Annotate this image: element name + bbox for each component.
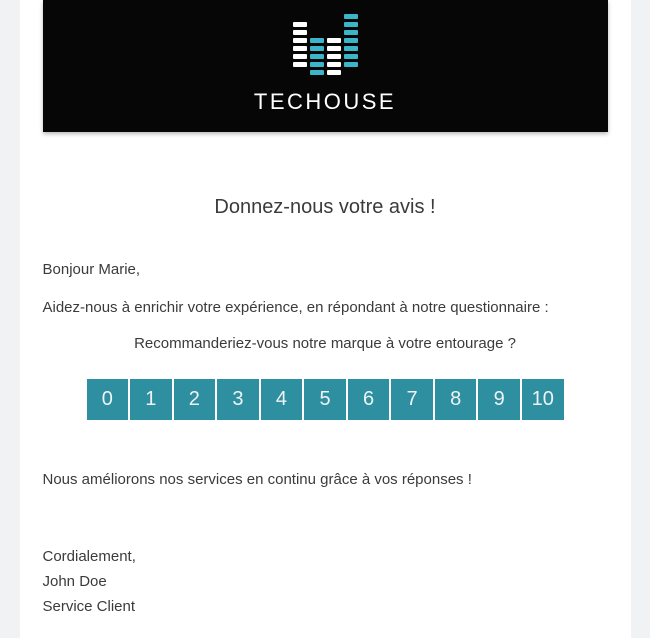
- rating-button-8[interactable]: 8: [435, 379, 477, 420]
- survey-question: Recommanderiez-vous notre marque à votre entourage ?: [134, 335, 516, 352]
- nps-rating-scale: [87, 379, 564, 420]
- rating-button-1[interactable]: 1: [130, 379, 172, 420]
- rating-button-0[interactable]: 0: [87, 379, 129, 420]
- rating-button-2[interactable]: 2: [174, 379, 216, 420]
- rating-button-6[interactable]: 6: [348, 379, 390, 420]
- rating-button-7[interactable]: 7: [391, 379, 433, 420]
- page-title: Donnez-nous votre avis !: [214, 196, 436, 218]
- outro-text: Nous améliorons nos services en continu grâce à vos réponses !: [42, 471, 472, 488]
- brand-name: TECHOUSE: [253, 89, 397, 114]
- greeting-text: Bonjour Marie,: [42, 261, 141, 278]
- signature-block: [43, 544, 608, 619]
- signature-name: John Doe: [42, 573, 107, 590]
- rating-button-9[interactable]: 9: [478, 379, 520, 420]
- intro-text: Aidez-nous à enrichir votre expérience, en répondant à notre questionnaire :: [42, 299, 549, 316]
- signature-closing: Cordialement,: [42, 548, 136, 565]
- rating-button-10[interactable]: 10: [522, 379, 564, 420]
- rating-button-3[interactable]: 3: [217, 379, 259, 420]
- equalizer-bars-icon: [293, 6, 358, 76]
- rating-button-5[interactable]: 5: [304, 379, 346, 420]
- header-banner: [43, 0, 608, 132]
- signature-role: Service Client: [42, 598, 136, 615]
- email-body: [20, 0, 631, 638]
- rating-button-4[interactable]: 4: [261, 379, 303, 420]
